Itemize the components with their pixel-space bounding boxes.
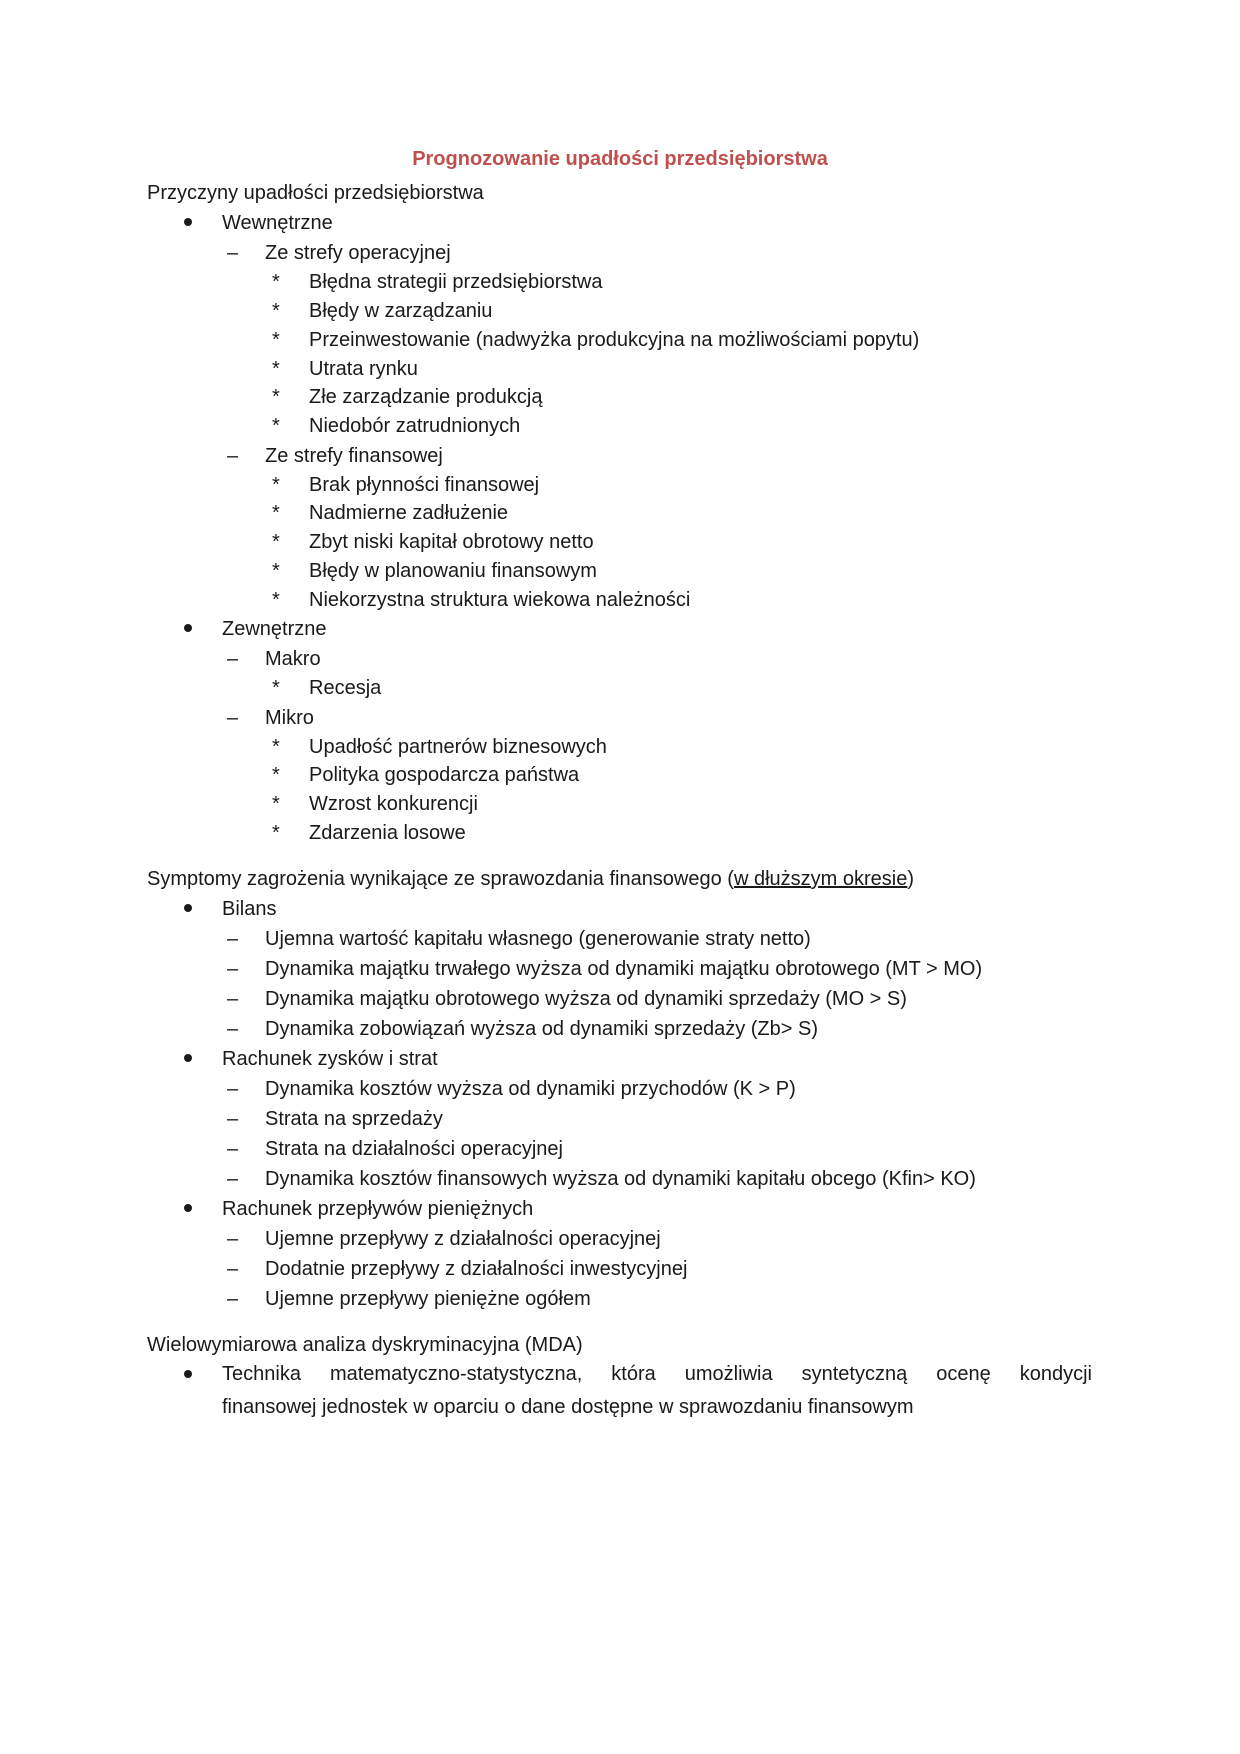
list-item: Dynamika zobowiązań wyższa od dynamiki sprzedaży (Zb> S) [265,1018,818,1040]
heading-suffix: ) [907,868,915,890]
dash-icon: – [227,707,239,729]
list-item-income: Rachunek zysków i strat [222,1048,438,1070]
list-item: Polityka gospodarcza państwa [309,764,580,786]
list-item-balance: Bilans [222,898,277,920]
list-item: Zdarzenia losowe [309,822,466,844]
bullet-dot-icon [184,616,192,642]
list-item: Zbyt niski kapitał obrotowy netto [309,531,594,553]
list-item-operational: Ze strefy operacyjnej [265,242,451,264]
list-item: Błędy w planowaniu finansowym [309,560,597,582]
list-item: Błędna strategii przedsiębiorstwa [309,271,603,293]
list-item: Wzrost konkurencji [309,793,478,815]
list-item: Dynamika majątku obrotowego wyższa od dynamiki sprzedaży (MO > S) [265,988,907,1010]
list-item: Niedobór zatrudnionych [309,415,521,437]
dash-icon: – [227,988,239,1010]
asterisk-icon: * [272,736,280,758]
dash-icon: – [227,648,239,670]
list-item: Błędy w zarządzaniu [309,300,493,322]
asterisk-icon: * [272,386,280,408]
dash-icon: – [227,928,239,950]
dash-icon: – [227,958,239,980]
list-item: Ujemna wartość kapitału własnego (generowanie straty netto) [265,928,811,950]
list-item: Złe zarządzanie produkcją [309,386,543,408]
bullet-dot-icon [184,1046,192,1072]
asterisk-icon: * [272,300,280,322]
list-item-micro: Mikro [265,707,314,729]
bullet-dot-icon [184,896,192,922]
list-item: Dodatnie przepływy z działalności inwestycyjnej [265,1258,688,1280]
document-title: Prognozowanie upadłości przedsiębiorstwa [412,148,828,170]
asterisk-icon: * [272,329,280,351]
dash-icon: – [227,242,239,264]
dash-icon: – [227,1258,239,1280]
list-item: Utrata rynku [309,358,418,380]
bullet-dot-icon [184,1362,192,1388]
list-item-external: Zewnętrzne [222,618,327,640]
asterisk-icon: * [272,764,280,786]
paragraph-line: finansowej jednostek w oparciu o dane dostępne w sprawozdaniu finansowym [222,1396,914,1418]
asterisk-icon: * [272,271,280,293]
list-item: Ujemne przepływy z działalności operacyjnej [265,1228,661,1250]
list-item: Dynamika majątku trwałego wyższa od dynamiki majątku obrotowego (MT > MO) [265,958,983,980]
list-item: Niekorzystna struktura wiekowa należności [309,589,691,611]
asterisk-icon: * [272,589,280,611]
asterisk-icon: * [272,822,280,844]
list-item: Dynamika kosztów finansowych wyższa od dynamiki kapitału obcego (Kfin> KO) [265,1168,976,1190]
section-heading-mda: Wielowymiarowa analiza dyskryminacyjna (MDA) [147,1334,583,1356]
asterisk-icon: * [272,560,280,582]
dash-icon: – [227,1288,239,1310]
dash-icon: – [227,1108,239,1130]
dash-icon: – [227,445,239,467]
asterisk-icon: * [272,415,280,437]
heading-underlined: w dłuższym okresie [733,868,908,890]
asterisk-icon: * [272,502,280,524]
dash-icon: – [227,1138,239,1160]
asterisk-icon: * [272,358,280,380]
list-item: Dynamika kosztów wyższa od dynamiki przychodów (K > P) [265,1078,796,1100]
list-item: Ujemne przepływy pieniężne ogółem [265,1288,591,1310]
section-heading-symptoms [147,866,914,892]
bullet-dot-icon [184,210,192,236]
list-item-internal: Wewnętrzne [222,212,333,234]
list-item-financial: Ze strefy finansowej [265,445,443,467]
dash-icon: – [227,1228,239,1250]
dash-icon: – [227,1018,239,1040]
list-item: Nadmierne zadłużenie [309,502,509,524]
asterisk-icon: * [272,474,280,496]
heading-prefix: Symptomy zagrożenia wynikające ze sprawozdania finansowego ( [147,868,734,890]
list-item: Brak płynności finansowej [309,474,540,496]
list-item: Przeinwestowanie (nadwyżka produkcyjna na możliwościami popytu) [309,329,920,351]
list-item: Strata na działalności operacyjnej [265,1138,563,1160]
asterisk-icon: * [272,531,280,553]
list-item: Recesja [309,677,382,699]
list-item: Strata na sprzedaży [265,1108,443,1130]
list-item: Upadłość partnerów biznesowych [309,736,607,758]
asterisk-icon: * [272,677,280,699]
dash-icon: – [227,1078,239,1100]
bullet-dot-icon [184,1196,192,1222]
asterisk-icon: * [272,793,280,815]
section-heading-causes: Przyczyny upadłości przedsiębiorstwa [147,182,484,204]
paragraph-line: Technika matematyczno-statystyczna, która umożliwia syntetyczną ocenę kondycji [222,1363,1092,1385]
list-item-cashflow: Rachunek przepływów pieniężnych [222,1198,534,1220]
dash-icon: – [227,1168,239,1190]
list-item-macro: Makro [265,648,321,670]
